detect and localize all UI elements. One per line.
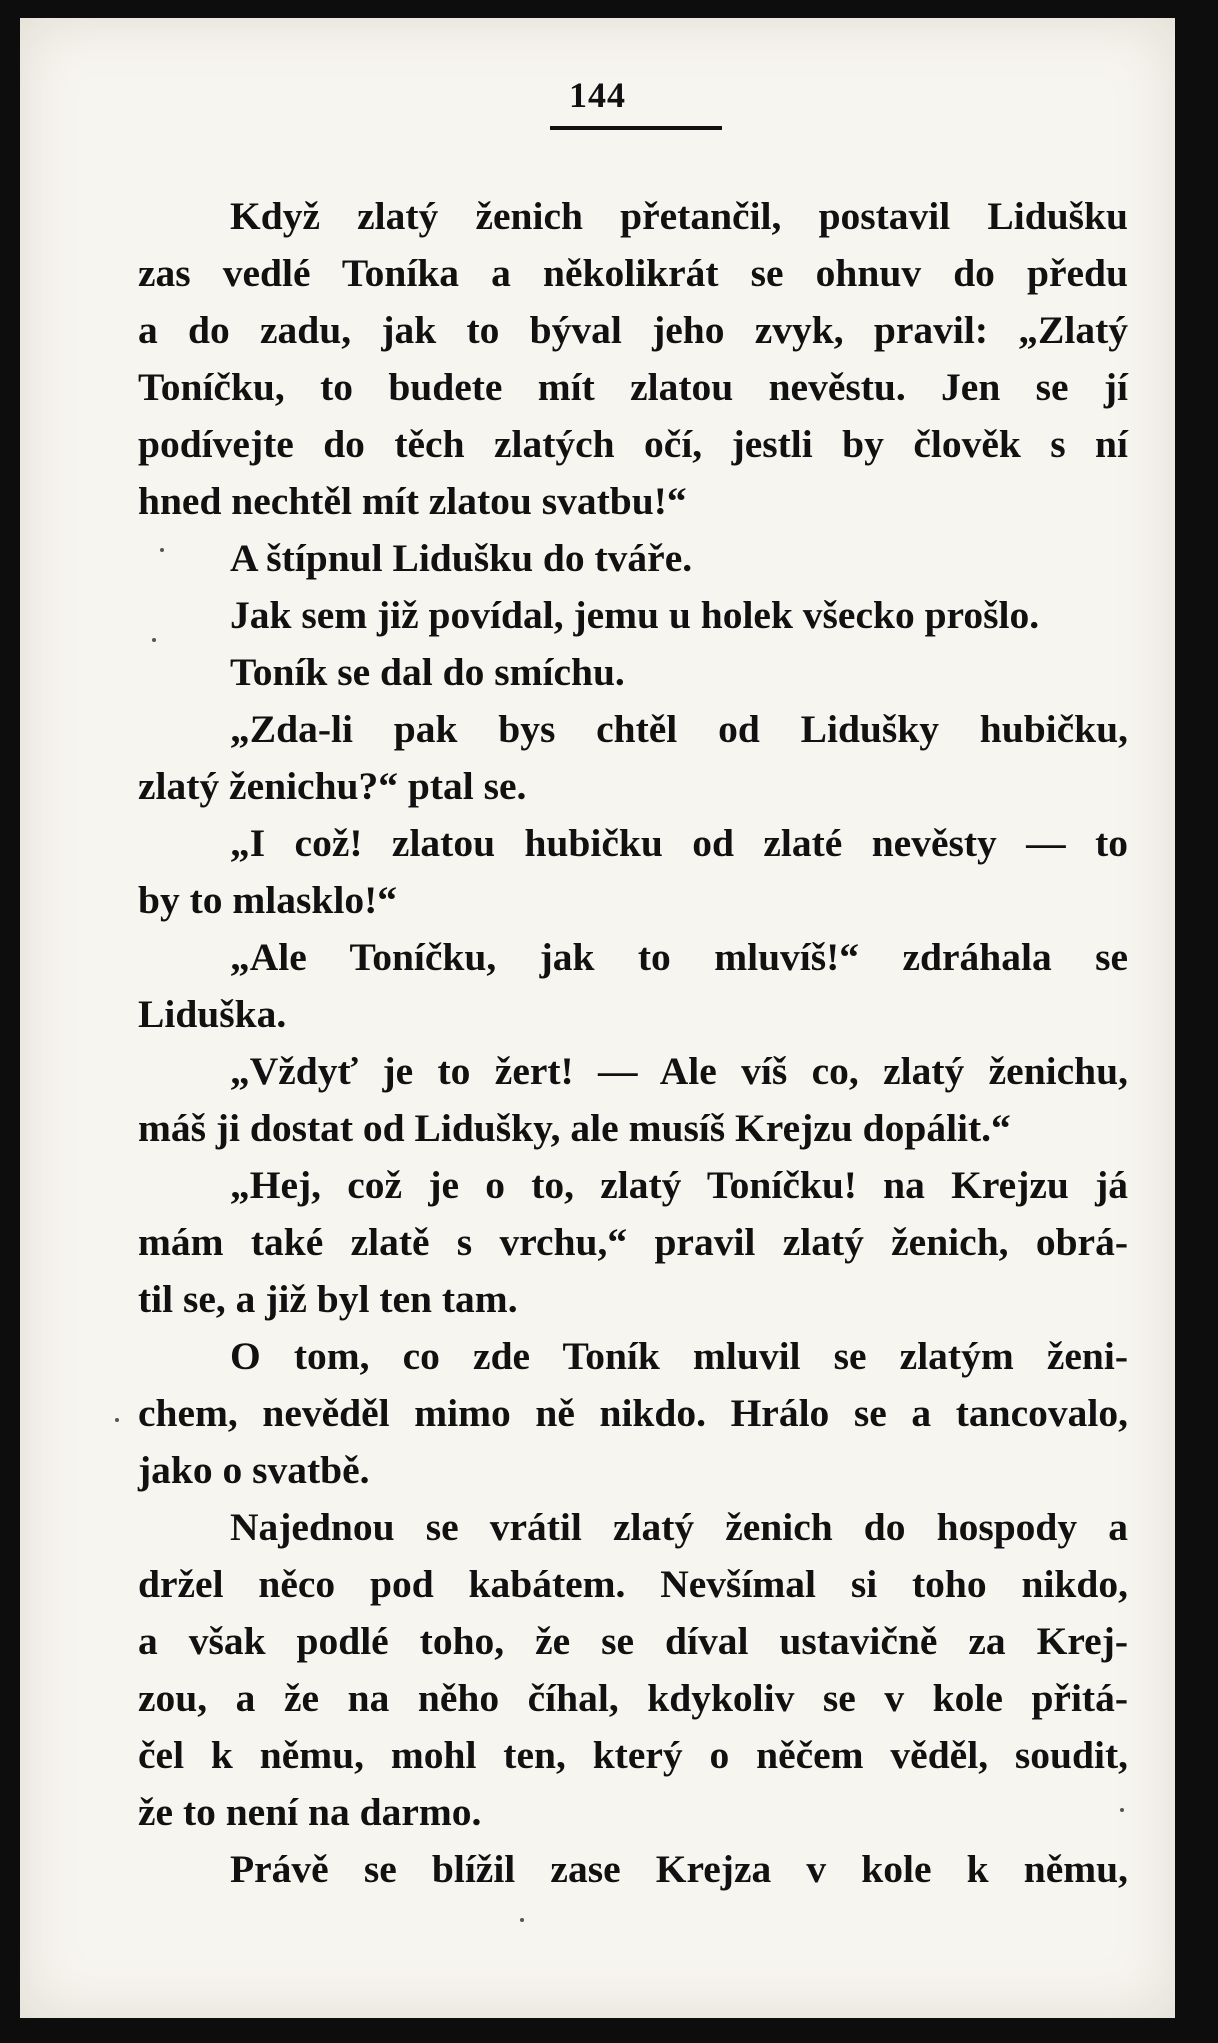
paper-speck <box>520 1918 524 1922</box>
text-line: hned nechtěl mít zlatou svatbu!“ <box>138 479 687 523</box>
page-number-rule <box>550 126 722 130</box>
text-line: „Hej, což je o to, zlatý Toníčku! na Krejzu já <box>230 1163 1128 1207</box>
text-line: Liduška. <box>138 992 287 1036</box>
text-line: til se, a již byl ten tam. <box>138 1277 518 1321</box>
text-line: zou, a že na něho číhal, kdykoliv se v kole přitá- <box>138 1676 1128 1720</box>
text-line: Právě se blížil zase Krejza v kole k němu, <box>230 1847 1128 1891</box>
text-line: Toníčku, to budete mít zlatou nevěstu. Jen se jí <box>138 365 1128 409</box>
paper-speck <box>115 1418 119 1422</box>
text-line: podívejte do těch zlatých očí, jestli by člověk s ní <box>138 422 1128 466</box>
text-line: zas vedlé Toníka a několikrát se ohnuv do předu <box>138 251 1128 295</box>
text-line: A štípnul Lidušku do tváře. <box>230 536 693 580</box>
text-line: „Ale Toníčku, jak to mluvíš!“ zdráhala se <box>230 935 1128 979</box>
text-line: čel k němu, mohl ten, který o něčem věděl, soudit, <box>138 1733 1128 1777</box>
paper-speck <box>1120 1808 1124 1812</box>
text-line: „Vždyť je to žert! — Ale víš co, zlatý ženichu, <box>230 1049 1128 1093</box>
paper-speck <box>160 548 164 552</box>
text-line: a do zadu, jak to býval jeho zvyk, pravil: „Zlatý <box>138 308 1128 352</box>
text-line: Najednou se vrátil zlatý ženich do hospody a <box>230 1505 1128 1549</box>
text-line: chem, nevěděl mimo ně nikdo. Hrálo se a tancovalo, <box>138 1391 1128 1435</box>
page-number: 144 <box>569 75 626 115</box>
text-line: by to mlasklo!“ <box>138 878 397 922</box>
text-line: držel něco pod kabátem. Nevšímal si toho nikdo, <box>138 1562 1128 1606</box>
text-line: a však podlé toho, že se díval ustavičně za Krej- <box>138 1619 1128 1663</box>
text-line: O tom, co zde Toník mluvil se zlatým ženi- <box>230 1334 1128 1378</box>
text-line: zlatý ženichu?“ ptal se. <box>138 764 527 808</box>
text-line: „I což! zlatou hubičku od zlaté nevěsty — to <box>230 821 1128 865</box>
body-text <box>138 188 1128 1898</box>
text-line: mám také zlatě s vrchu,“ pravil zlatý ženich, obrá- <box>138 1220 1128 1264</box>
text-line: „Zda-li pak bys chtěl od Lidušky hubičku, <box>230 707 1128 751</box>
text-line: že to není na darmo. <box>138 1790 482 1834</box>
paper-speck <box>152 638 156 642</box>
text-line: jako o svatbě. <box>138 1448 370 1492</box>
text-line: máš ji dostat od Lidušky, ale musíš Krejzu dopálit.“ <box>138 1106 1011 1150</box>
text-line: Jak sem již povídal, jemu u holek všecko prošlo. <box>230 593 1040 637</box>
book-page <box>20 18 1175 2018</box>
text-line: Toník se dal do smíchu. <box>230 650 625 694</box>
text-line: Když zlatý ženich přetančil, postavil Lidušku <box>230 194 1128 238</box>
